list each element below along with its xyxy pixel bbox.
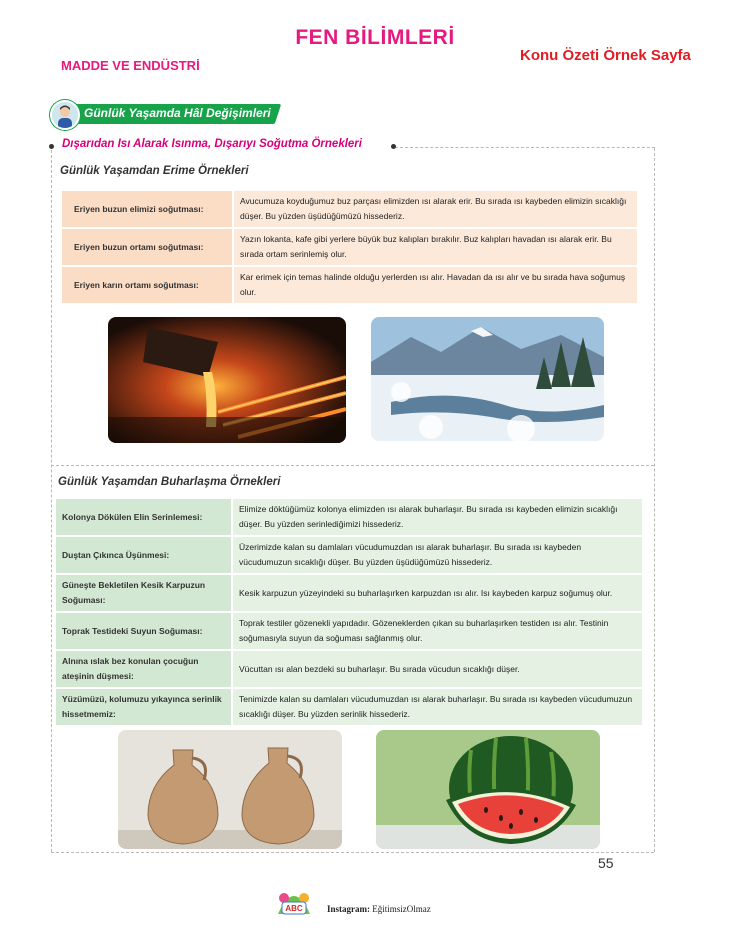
abc-logo bbox=[272, 884, 316, 920]
row-value: Üzerimizde kalan su damlaları vücudumuzdan ısı alarak buharlaşır. Bu sırada ısı kaybeden vücudumuzun sıcaklığı düşer. Bu yüzden üşüdüğümüzü hissederiz. bbox=[233, 537, 642, 573]
page-title: FEN BİLİMLERİ bbox=[295, 26, 455, 49]
logo-text: ABC bbox=[285, 904, 303, 913]
row-value: Elimize döktüğümüz kolonya elimizden ısı alarak buharlaşır. Bu sırada ısı kaybeden elimizin sıcaklığı düşer. Bu yüzden serinlediğimizi hissederiz. bbox=[233, 499, 642, 535]
watermelon-photo bbox=[376, 730, 600, 849]
clay-jugs-photo bbox=[118, 730, 342, 849]
row-key: Yüzümüzü, kolumuzu yıkayınca serinlik hissetmemiz: bbox=[56, 689, 233, 725]
table-row bbox=[62, 267, 637, 303]
instagram-credit bbox=[327, 904, 431, 914]
melting-title: Günlük Yaşamdan Erime Örnekleri bbox=[60, 165, 249, 177]
frame-left bbox=[51, 150, 52, 852]
frame-divider bbox=[51, 465, 654, 466]
bullet-dot-right bbox=[391, 144, 396, 149]
page-number: 55 bbox=[598, 855, 614, 871]
row-value: Vücuttan ısı alan bezdeki su buharlaşır. Bu sırada vücudun sıcaklığı düşer. bbox=[233, 651, 642, 687]
row-value: Kesik karpuzun yüzeyindeki su buharlaşırken karpuzdan ısı alır. Isı kaybeden karpuz soğumuş olur. bbox=[233, 575, 642, 611]
evaporation-table bbox=[56, 497, 642, 727]
table-row bbox=[56, 651, 642, 687]
row-key: Kolonya Dökülen Elin Serinlemesi: bbox=[56, 499, 233, 535]
row-key: Alnına ıslak bez konulan çocuğun ateşinin düşmesi: bbox=[56, 651, 233, 687]
row-key: Duştan Çıkınca Üşünmesi: bbox=[56, 537, 233, 573]
row-key: Güneşte Bekletilen Kesik Karpuzun Soğuması: bbox=[56, 575, 233, 611]
row-value: Kar erimek için temas halinde olduğu yerlerden ısı alır. Havadan da ısı alır ve bu sırada hava soğumuş olur. bbox=[234, 267, 637, 303]
instagram-handle: EğitimsizOlmaz bbox=[372, 904, 431, 914]
table-row bbox=[62, 229, 637, 265]
table-row bbox=[56, 613, 642, 649]
molten-metal-photo bbox=[108, 317, 346, 443]
table-row bbox=[56, 537, 642, 573]
frame-bottom bbox=[51, 852, 654, 853]
table-row bbox=[56, 689, 642, 725]
row-value: Avucumuza koyduğumuz buz parçası elimizden ısı alarak erir. Bu sırada ısı kaybeden elimizin sıcaklığı düşer. Bu yüzden üşüdüğümüzü hissederiz. bbox=[234, 191, 637, 227]
snow-landscape-photo bbox=[371, 317, 604, 441]
row-key: Eriyen buzun elimizi soğutması: bbox=[62, 191, 234, 227]
evaporation-title: Günlük Yaşamdan Buharlaşma Örnekleri bbox=[58, 476, 281, 488]
subheading: Dışarıdan Isı Alarak Isınma, Dışarıyı Soğutma Örnekleri bbox=[62, 138, 362, 150]
frame-top-right bbox=[395, 147, 655, 148]
table-row bbox=[62, 191, 637, 227]
row-key: Toprak Testideki Suyun Soğuması: bbox=[56, 613, 233, 649]
frame-right bbox=[654, 148, 655, 852]
summary-label: Konu Özeti Örnek Sayfa bbox=[520, 47, 691, 64]
row-value: Yazın lokanta, kafe gibi yerlere büyük buz kalıpları bırakılır. Buz kalıpları havadan ısı alarak erir. Bu sırada ortam serinlemiş olur. bbox=[234, 229, 637, 265]
melting-table bbox=[62, 189, 637, 305]
table-row bbox=[56, 499, 642, 535]
unit-title: MADDE VE ENDÜSTRİ bbox=[61, 58, 200, 73]
row-value: Tenimizde kalan su damlaları vücudumuzdan ısı alarak buharlaşır. Bu sırada ısı kaybeden vücudumuzun sıcaklığı düşer. Bu yüzden serinlik hissederiz. bbox=[233, 689, 642, 725]
section-banner bbox=[50, 102, 278, 126]
row-key: Eriyen buzun ortamı soğutması: bbox=[62, 229, 234, 265]
banner-label: Günlük Yaşamda Hâl Değişimleri bbox=[84, 106, 271, 120]
row-value: Toprak testiler gözenekli yapıdadır. Gözeneklerden çıkan su buharlaşırken testiden ısı alır. Testinin soğumasıyla suyun da soğuması sağlanmış olur. bbox=[233, 613, 642, 649]
table-row bbox=[56, 575, 642, 611]
student-avatar-icon bbox=[50, 100, 80, 130]
bullet-dot-left bbox=[49, 144, 54, 149]
row-key: Eriyen karın ortamı soğutması: bbox=[62, 267, 234, 303]
instagram-label: Instagram: bbox=[327, 904, 370, 914]
